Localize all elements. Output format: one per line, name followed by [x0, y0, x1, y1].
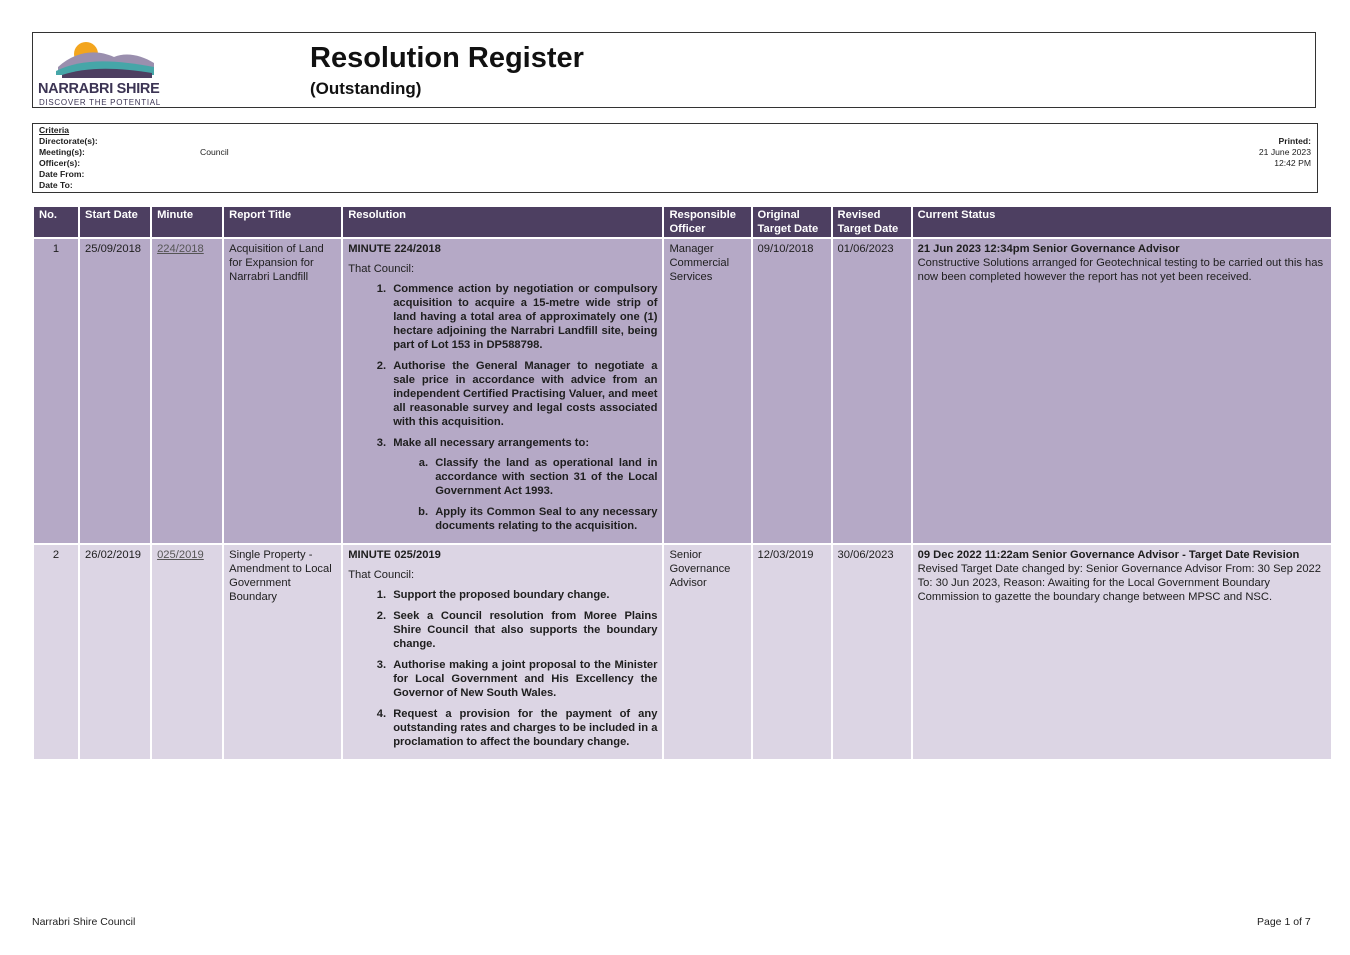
minute-link[interactable]: 025/2019	[157, 549, 204, 561]
resolution-subitem: b. Apply its Common Seal to any necessary documents relating to the acquisition.	[431, 505, 657, 533]
table-row	[34, 545, 1331, 759]
row-original-target: 09/10/2018	[753, 239, 831, 543]
row-report-title: Single Property - Amendment to Local Government Boundary	[224, 545, 341, 759]
row-no: 2	[34, 545, 78, 759]
row-responsible-officer: Senior Governance Advisor	[664, 545, 750, 759]
row-responsible-officer: Manager Commercial Services	[664, 239, 750, 543]
logo-tagline: DISCOVER THE POTENTIAL	[39, 98, 161, 107]
resolution-item-text: Make all necessary arrangements to:	[393, 437, 590, 449]
row-current-status	[913, 545, 1331, 759]
footer-page-number: Page 1 of 7	[1257, 916, 1311, 928]
logo-name: NARRABRI SHIRE	[38, 81, 160, 97]
col-report-title: Report Title	[224, 207, 341, 237]
status-heading: 09 Dec 2022 11:22am Senior Governance Advisor - Target Date Revision	[917, 549, 1300, 561]
resolution-heading: MINUTE 224/2018	[348, 243, 441, 255]
resolution-list	[348, 588, 657, 749]
sun-hills-icon	[56, 37, 156, 79]
meeting-value: Council	[200, 147, 229, 157]
resolution-item: 1. Commence action by negotiation or compulsory acquisition to acquire a 15-metre wide strip of land having a total area of approximately one (1) hectare adjoining the Narrabri Landfill site, being part of Lot 153 in DP588798.	[389, 282, 657, 352]
resolution-item: 4. Request a provision for the payment of any outstanding rates and charges to be included in a proclamation to affect the boundary change.	[389, 707, 657, 749]
report-header	[32, 32, 1316, 108]
resolution-item	[389, 436, 657, 533]
col-no: No.	[34, 207, 78, 237]
date-to-label: Date To:	[39, 180, 73, 190]
row-current-status	[913, 239, 1331, 543]
resolution-item: 3. Authorise making a joint proposal to the Minister for Local Government and His Excellency the Governor of New South Wales.	[389, 658, 657, 700]
col-original-target: Original Target Date	[753, 207, 831, 237]
printed-time: 12:42 PM	[1274, 158, 1311, 168]
col-start-date: Start Date	[80, 207, 150, 237]
page-subtitle: (Outstanding)	[310, 79, 422, 98]
status-text: Revised Target Date changed by: Senior Governance Advisor From: 30 Sep 2022 To: 30 Jun 2023, Reason: Awaiting for the Local Government Boundary Commission to gazette the boundary change between MPSC and NSC.	[917, 563, 1321, 603]
officer-label: Officer(s):	[39, 158, 81, 168]
row-minute-cell	[152, 545, 222, 759]
resolution-subitem: a. Classify the land as operational land in accordance with section 31 of the Local Government Act 1993.	[431, 456, 657, 498]
resolution-heading: MINUTE 025/2019	[348, 549, 441, 561]
status-heading: 21 Jun 2023 12:34pm Senior Governance Advisor	[917, 243, 1180, 255]
resolution-intro: That Council:	[348, 263, 415, 275]
footer-org: Narrabri Shire Council	[32, 916, 136, 928]
printed-date: 21 June 2023	[1258, 147, 1311, 157]
resolution-table	[32, 205, 1333, 761]
narrabri-shire-logo	[38, 37, 163, 107]
col-revised-target: Revised Target Date	[833, 207, 911, 237]
row-no: 1	[34, 239, 78, 543]
col-minute: Minute	[152, 207, 222, 237]
directorate-label: Directorate(s):	[39, 136, 98, 146]
row-original-target: 12/03/2019	[753, 545, 831, 759]
meeting-label: Meeting(s):	[39, 147, 85, 157]
criteria-panel	[32, 123, 1318, 193]
col-responsible-officer: Responsible Officer	[664, 207, 750, 237]
minute-link[interactable]: 224/2018	[157, 243, 204, 255]
row-report-title: Acquisition of Land for Expansion for Narrabri Landfill	[224, 239, 341, 543]
table-row	[34, 239, 1331, 543]
row-minute-cell	[152, 239, 222, 543]
table-header-row	[34, 207, 1331, 237]
printed-label: Printed:	[1278, 136, 1311, 146]
status-text: Constructive Solutions arranged for Geotechnical testing to be carried out this has now been completed however the report has not yet been received.	[917, 257, 1324, 283]
row-resolution	[343, 239, 662, 543]
col-resolution: Resolution	[343, 207, 662, 237]
row-resolution	[343, 545, 662, 759]
resolution-list	[348, 282, 657, 533]
date-from-label: Date From:	[39, 169, 85, 179]
row-start-date: 26/02/2019	[80, 545, 150, 759]
row-revised-target: 30/06/2023	[833, 545, 911, 759]
criteria-labels	[39, 125, 98, 191]
resolution-item: 2. Seek a Council resolution from Moree Plains Shire Council that also supports the boundary change.	[389, 609, 657, 651]
printed-info	[1259, 136, 1311, 169]
row-start-date: 25/09/2018	[80, 239, 150, 543]
page-title: Resolution Register	[310, 42, 584, 74]
resolution-item: 2. Authorise the General Manager to negotiate a sale price in accordance with advice from an independent Certified Practising Valuer, and meet all reasonable survey and legal costs associated with this acquisition.	[389, 359, 657, 429]
col-current-status: Current Status	[913, 207, 1331, 237]
criteria-heading: Criteria	[39, 125, 70, 135]
resolution-sublist	[393, 456, 657, 533]
resolution-intro: That Council:	[348, 569, 415, 581]
row-revised-target: 01/06/2023	[833, 239, 911, 543]
resolution-item: 1. Support the proposed boundary change.	[389, 588, 657, 602]
